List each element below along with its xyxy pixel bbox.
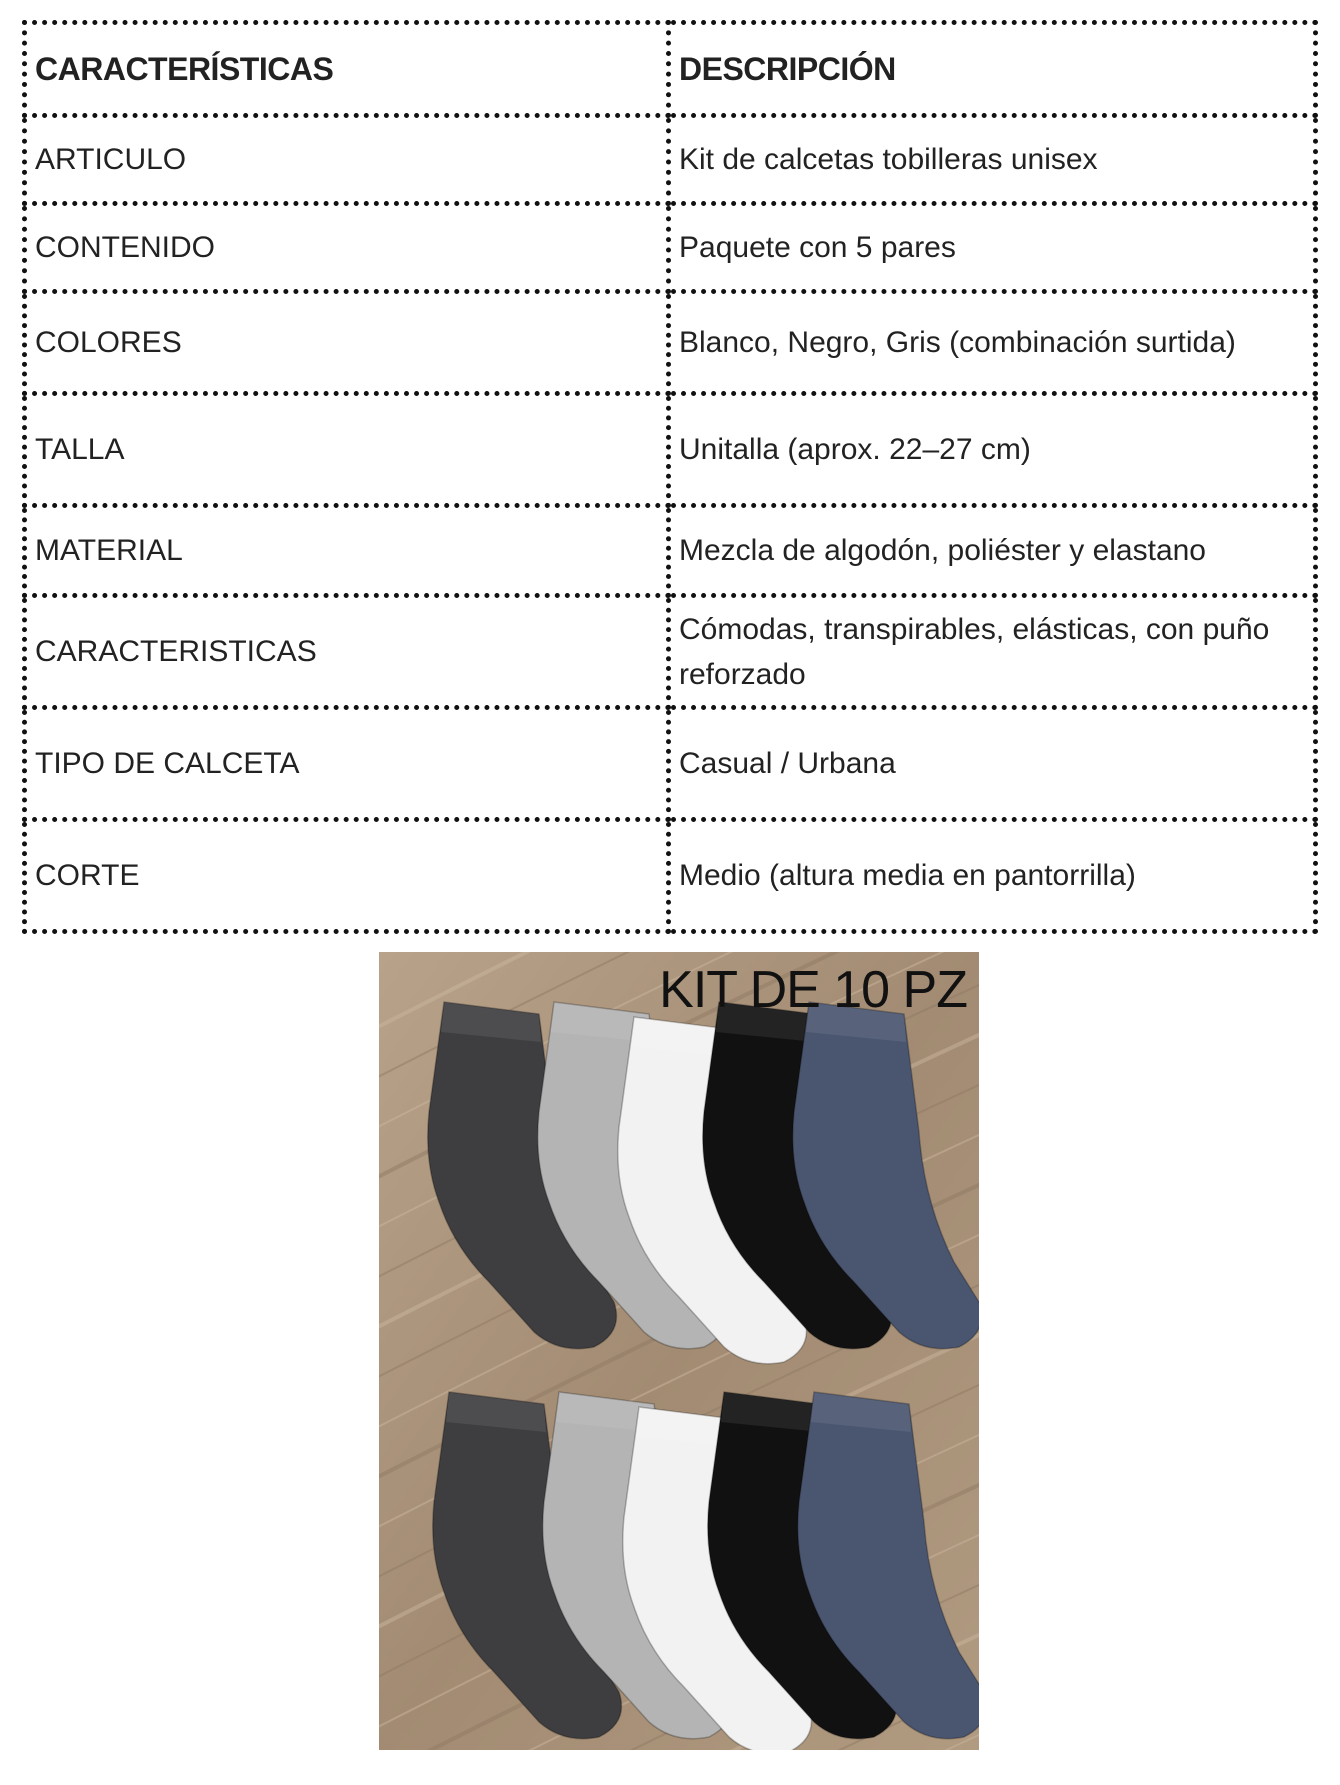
photo-caption: KIT DE 10 PZ — [659, 961, 967, 1019]
row-description: Kit de calcetas tobilleras unisex — [669, 116, 1316, 204]
table-row — [25, 820, 1316, 932]
table-row — [25, 506, 1316, 596]
row-feature: TIPO DE CALCETA — [25, 708, 669, 820]
row-feature: CORTE — [25, 820, 669, 932]
table-header-row — [25, 23, 1316, 116]
table-row — [25, 292, 1316, 394]
row-feature: ARTICULO — [25, 116, 669, 204]
row-description: Cómodas, transpirables, elásticas, con puño reforzado — [669, 596, 1316, 708]
spec-table — [22, 20, 1318, 934]
table-row — [25, 116, 1316, 204]
table-row — [25, 204, 1316, 292]
product-photo — [379, 952, 979, 1750]
row-description: Medio (altura media en pantorrilla) — [669, 820, 1316, 932]
row-feature: TALLA — [25, 394, 669, 506]
table-row — [25, 708, 1316, 820]
table-row — [25, 394, 1316, 506]
row-description: Paquete con 5 pares — [669, 204, 1316, 292]
row-description: Unitalla (aprox. 22–27 cm) — [669, 394, 1316, 506]
row-description: Mezcla de algodón, poliéster y elastano — [669, 506, 1316, 596]
row-description: Casual / Urbana — [669, 708, 1316, 820]
socks-illustration — [379, 952, 979, 1750]
row-feature: COLORES — [25, 292, 669, 394]
header-descripcion: DESCRIPCIÓN — [669, 23, 1316, 116]
row-feature: MATERIAL — [25, 506, 669, 596]
header-caracteristicas: CARACTERÍSTICAS — [25, 23, 669, 116]
row-feature: CONTENIDO — [25, 204, 669, 292]
table-row — [25, 596, 1316, 708]
row-feature: CARACTERISTICAS — [25, 596, 669, 708]
row-description: Blanco, Negro, Gris (combinación surtida) — [669, 292, 1316, 394]
